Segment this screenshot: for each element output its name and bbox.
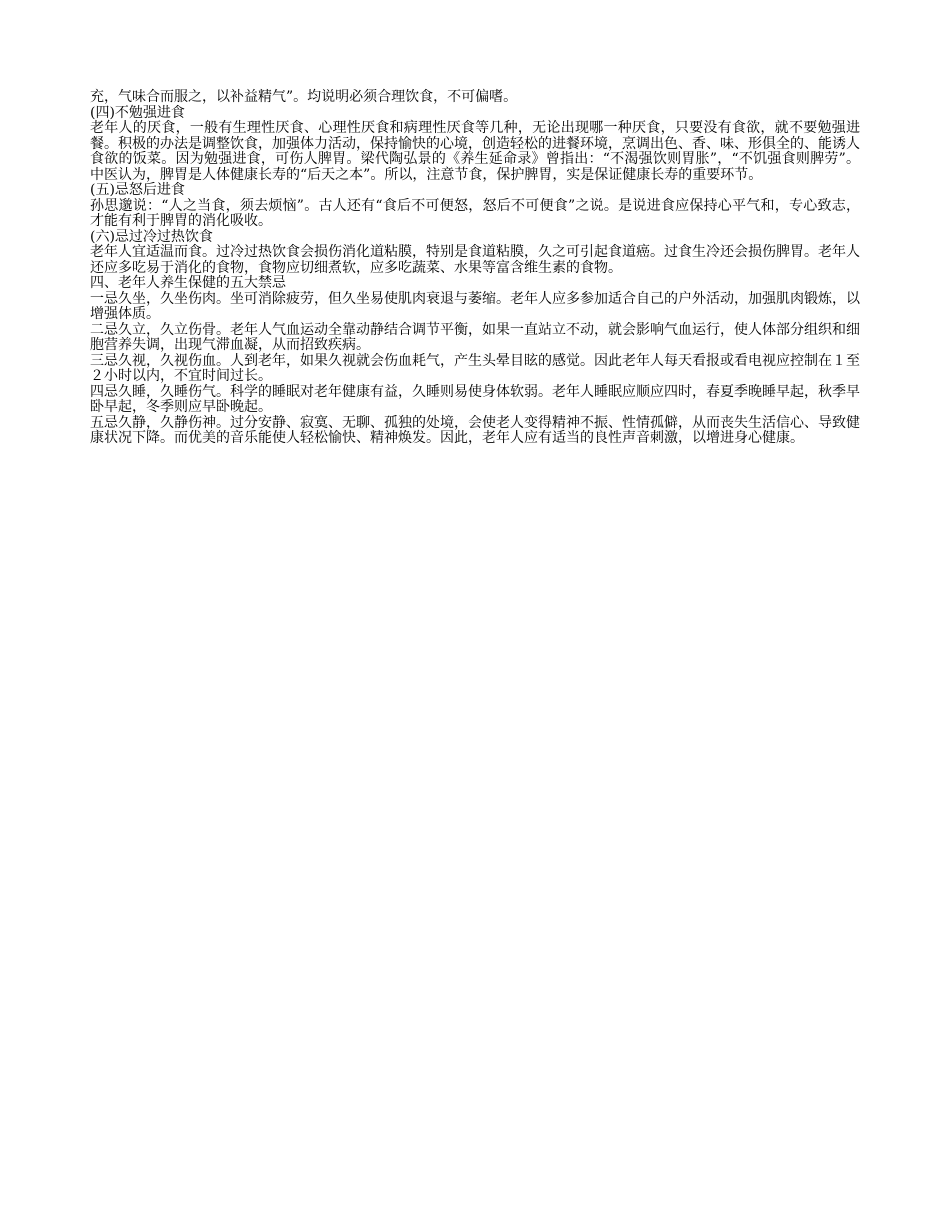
section-heading-5: (五)忌怒后进食 — [90, 182, 185, 198]
section-heading-6: (六)忌过冷过热饮食 — [90, 228, 213, 245]
paragraph-taboo-quiet: 五忌久静，久静伤神。过分安静、寂寞、无聊、孤独的处境，会使老人变得精神不振、性情孤僻，从而丧失生活信心、导致健康状况下降。而优美的音乐能使人轻松愉快、精神焕发。因此，老年人应有适当的良性声音刺激，以增进身心健康。 — [90, 414, 860, 446]
paragraph-anger: 孙思邈说：“人之当食，须去烦恼”。古人还有“食后不可便怒，怒后不可便食”之说。是说进食应保持心平气和，专心致志，才能有利于脾胃的消化吸收。 — [90, 197, 860, 229]
section-heading-taboos: 四、老年人养生保健的五大禁忌 — [90, 275, 286, 291]
paragraph-taboo-standing: 二忌久立，久立伤骨。老年人气血运动全靠动静结合调节平衡，如果一直站立不动，就会影响气血运行，使人体部分组织和细胞营养失调，出现气滞血凝，从而招致疾病。 — [90, 321, 860, 353]
document-page — [90, 90, 860, 447]
paragraph-taboo-watching: 三忌久视，久视伤血。人到老年，如果久视就会伤血耗气，产生头晕目眩的感觉。因此老年人每天看报或看电视应控制在１至２小时以内，不宜时间过长。 — [90, 352, 860, 384]
section-heading-4: (四)不勉强进食 — [90, 104, 185, 121]
paragraph-anorexia: 老年人的厌食，一般有生理性厌食、心理性厌食和病理性厌食等几种，无论出现哪一种厌食，只要没有食欲，就不要勉强进餐。积极的办法是调整饮食，加强体力活动，保持愉快的心境，创造轻松的进餐环境，烹调出色、香、味、形俱全的、能诱人食欲的饭菜。因为勉强进食，可伤人脾胃。梁代陶弘景的《养生延命录》曾指出：“不渴强饮则胃胀”，“不饥强食则脾劳”。中医认为，脾胃是人体健康长寿的“后天之本”。所以，注意节食，保护脾胃，实是保证健康长寿的重要环节。 — [90, 120, 860, 183]
paragraph-intro-continuation: 充，气味合而服之，以补益精气”。均说明必须合理饮食，不可偏嗜。 — [90, 89, 518, 105]
paragraph-taboo-sleeping: 四忌久睡，久睡伤气。科学的睡眠对老年健康有益，久睡则易使身体软弱。老年人睡眠应顺应四时，春夏季晚睡早起，秋季早卧早起，冬季则应早卧晚起。 — [90, 383, 860, 415]
paragraph-temperature: 老年人宜适温而食。过冷过热饮食会损伤消化道粘膜，特别是食道粘膜，久之可引起食道癌。过食生冷还会损伤脾胃。老年人还应多吃易于消化的食物，食物应切细煮软，应多吃蔬菜、水果等富含维生素的食物。 — [90, 244, 860, 276]
paragraph-taboo-sitting: 一忌久坐，久坐伤肉。坐可消除疲劳，但久坐易使肌肉衰退与萎缩。老年人应多参加适合自己的户外活动，加强肌肉锻炼，以增强体质。 — [90, 290, 860, 322]
